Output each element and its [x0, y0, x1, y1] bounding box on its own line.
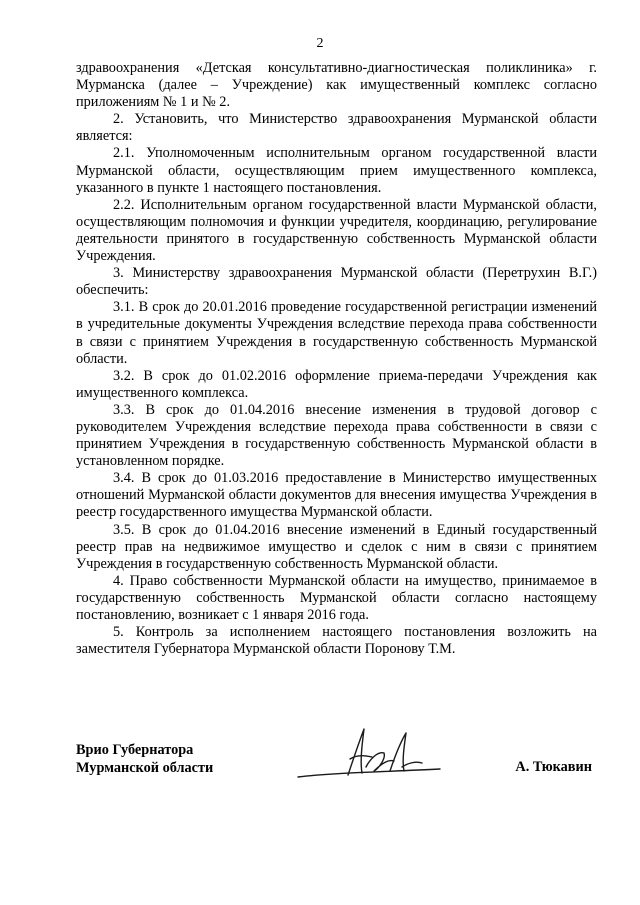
- handwritten-signature: [290, 715, 450, 795]
- signatory-name: А. Тюкавин: [515, 759, 592, 775]
- paragraph-5: 5. Контроль за исполнением настоящего постановления возложить на заместителя Губернатора Мурманской области Поронову Т.М.: [76, 624, 597, 658]
- signatory-position-line-2: Мурманской области: [76, 760, 214, 776]
- signatory-position-line-1: Врио Губернатора: [76, 742, 194, 758]
- paragraph-3-5: 3.5. В срок до 01.04.2016 внесение изменений в Единый государственный реестр прав на недвижимое имущество и сделок с ним в связи с принятием Учреждения в государственную собственность Мурманской области.: [76, 521, 597, 572]
- document-body: [76, 60, 597, 658]
- signatory-position: [76, 741, 213, 777]
- paragraph-3-4: 3.4. В срок до 01.03.2016 предоставление в Министерство имущественных отношений Мурманской области документов для внесения имущества Учреждения в реестр государственного имущества Мурманской области.: [76, 470, 597, 521]
- paragraph-3: 3. Министерству здравоохранения Мурманской области (Перетрухин В.Г.) обеспечить:: [76, 265, 597, 299]
- paragraph-2-2: 2.2. Исполнительным органом государственной власти Мурманской области, осуществляющим полномочия и функции учредителя, координацию, регулирование деятельности принятого в государственную собственность Мурманской области Учреждения.: [76, 196, 597, 265]
- paragraph-3-1: 3.1. В срок до 20.01.2016 проведение государственной регистрации изменений в учредительные документы Учреждения вследствие перехода права собственности в связи с принятием Учреждения в государственную собственность Мурманской области.: [76, 299, 597, 367]
- paragraph-2: 2. Установить, что Министерство здравоохранения Мурманской области является:: [76, 111, 597, 145]
- paragraph-4: 4. Право собственности Мурманской области на имущество, принимаемое в государственную собственность Мурманской области согласно настоящему постановлению, возникает с 1 января 2016 года.: [76, 572, 597, 623]
- paragraph-3-2: 3.2. В срок до 01.02.2016 оформление приема-передачи Учреждения как имущественного комплекса.: [76, 367, 597, 401]
- page-number: 2: [316, 36, 324, 51]
- paragraph-3-3: 3.3. В срок до 01.04.2016 внесение изменения в трудовой договор с руководителем Учреждения вследствие перехода права собственности в связи с принятием Учреждения в государственную собственность Мурманской области в установленном порядке.: [76, 401, 597, 470]
- paragraph-2-1: 2.1. Уполномоченным исполнительным органом государственной власти Мурманской области, осуществляющим прием имущественного комплекса, указанного в пункте 1 настоящего постановления.: [76, 145, 597, 196]
- paragraph-1-continuation: здравоохранения «Детская консультативно-диагностическая поликлиника» г. Мурманска (далее – Учреждение) как имущественный комплекс согласно приложениям № 1 и № 2.: [76, 60, 597, 111]
